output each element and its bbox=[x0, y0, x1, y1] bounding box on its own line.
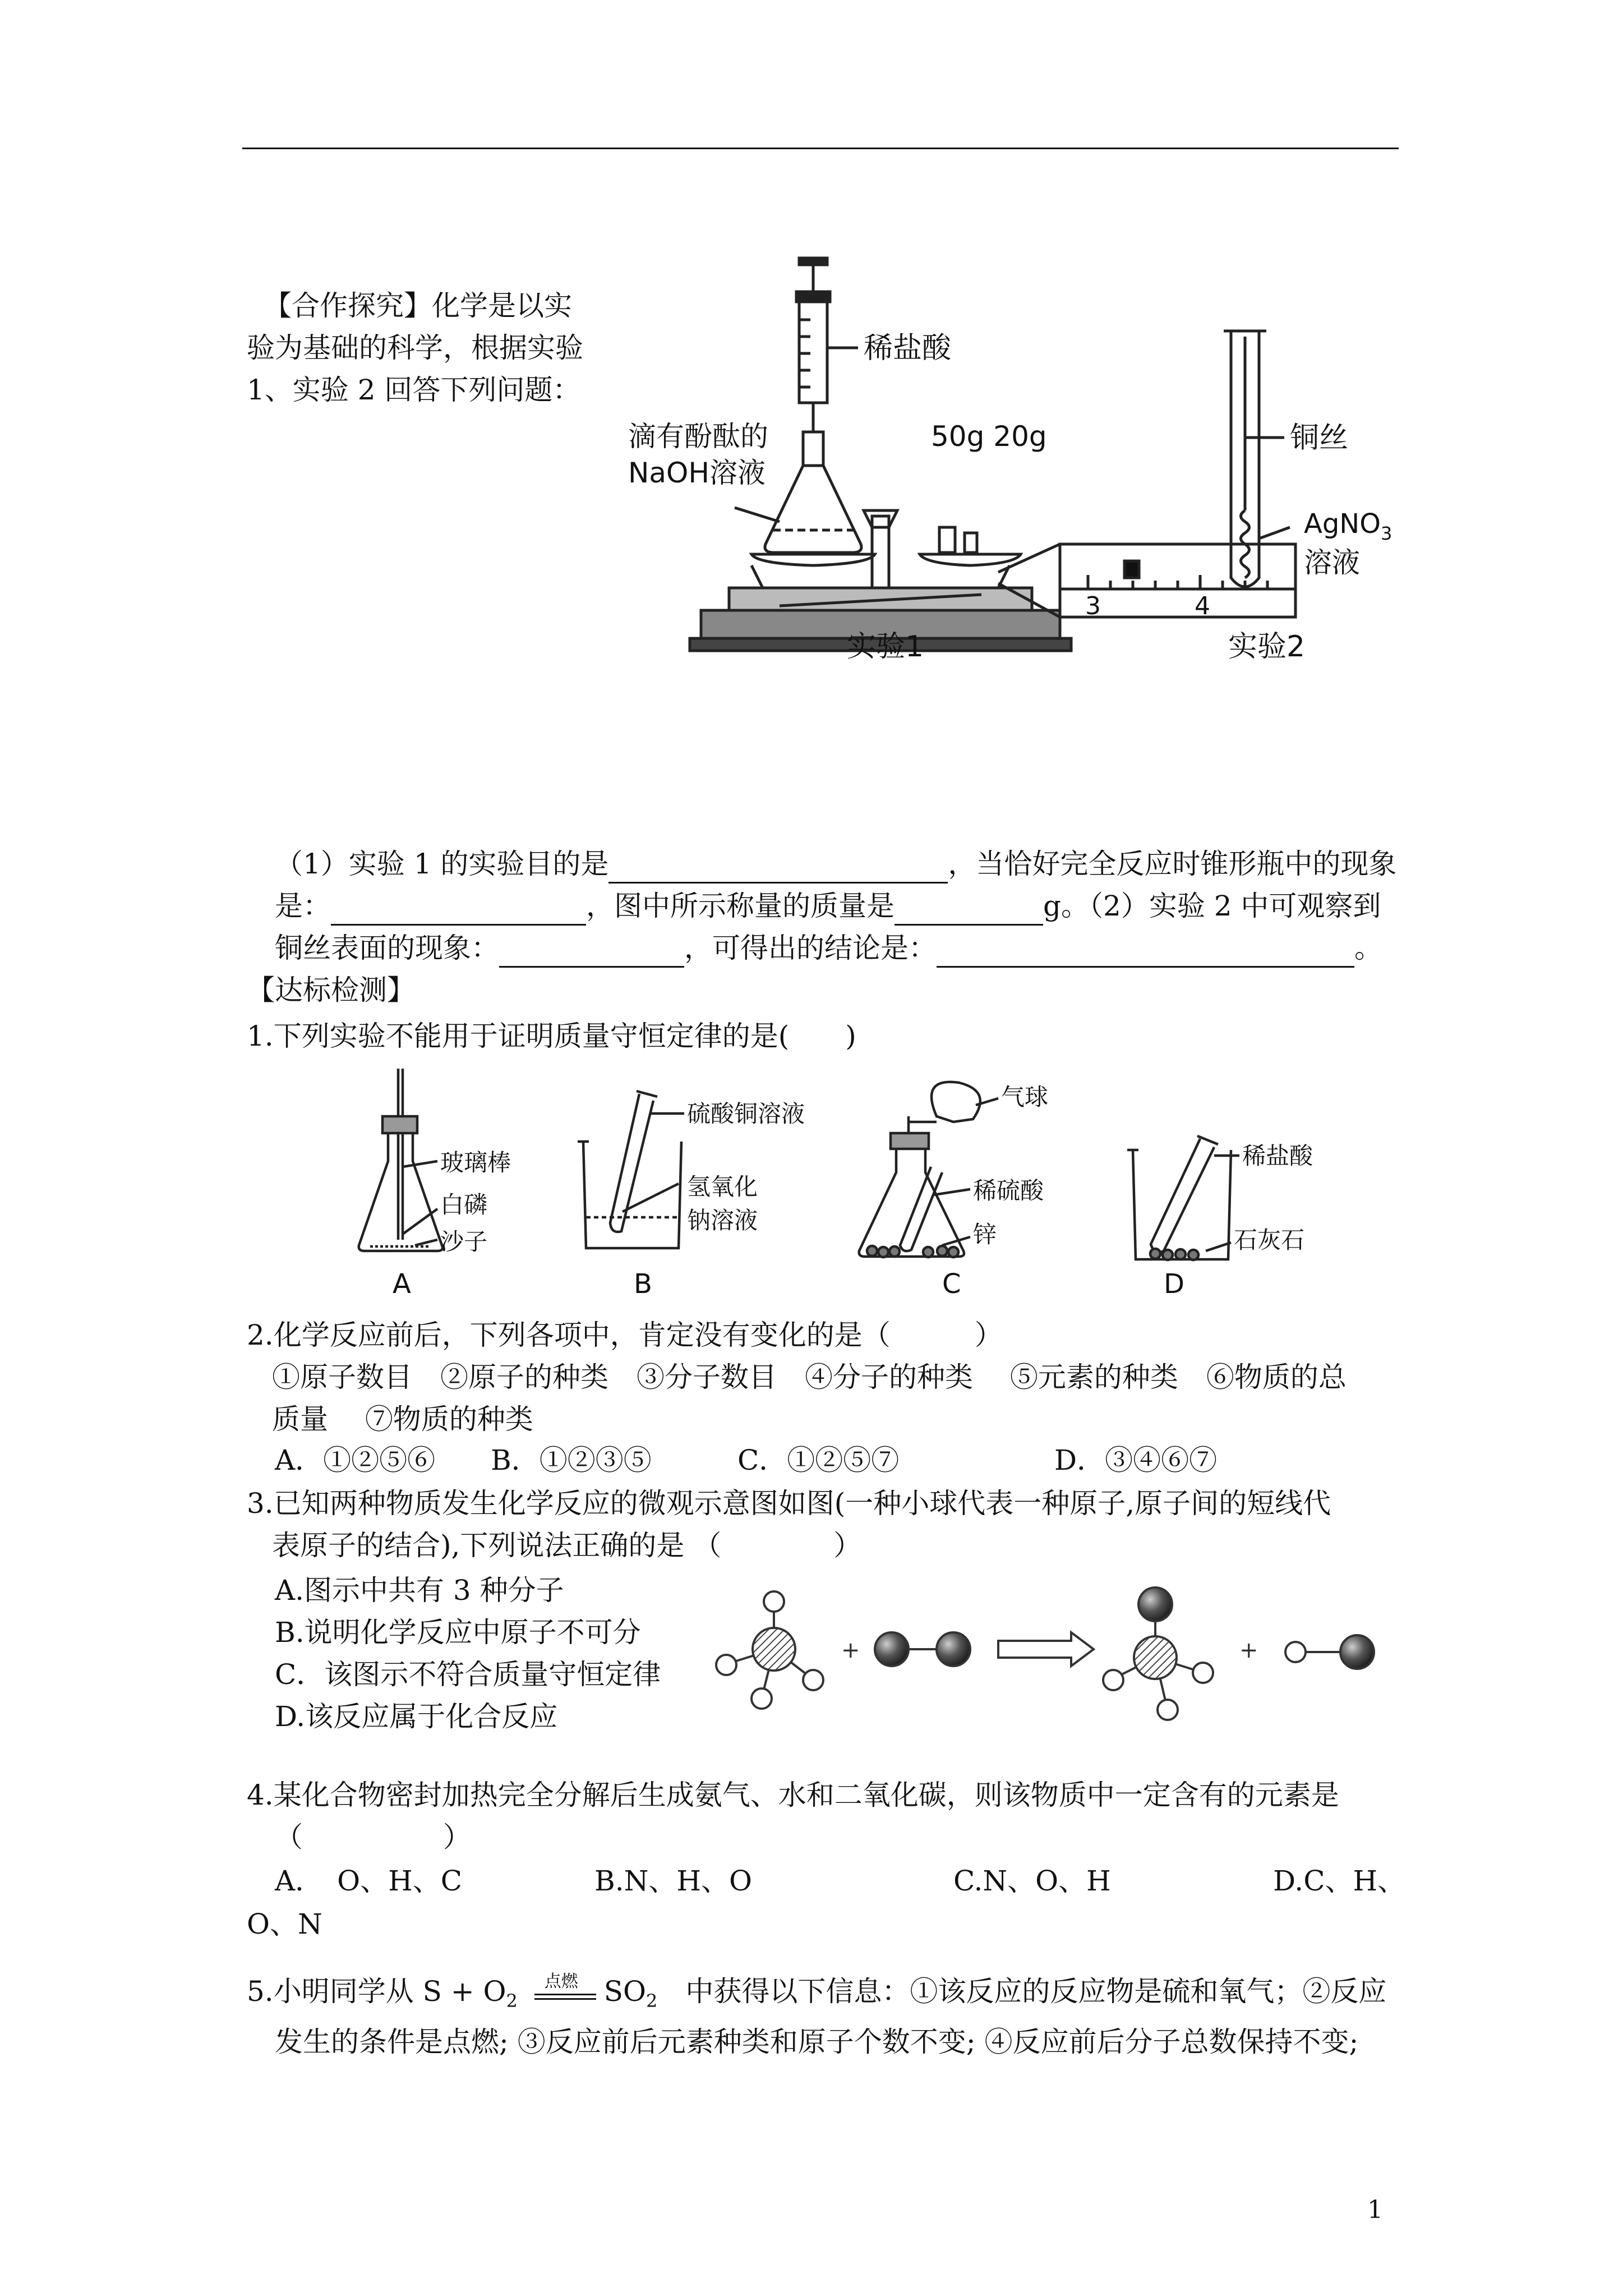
coop-q-line-3: 铜丝表面的现象： ，可得出的结论是： 。 bbox=[275, 928, 1382, 968]
agno3-label-2: 溶液 bbox=[1304, 546, 1360, 579]
q1-b-cuso4: 硫酸铜溶液 bbox=[687, 1100, 805, 1128]
q1-d-acid: 稀盐酸 bbox=[1242, 1142, 1313, 1170]
q2-items-line-1: ①原子数目 ②原子的种类 ③分子数目 ④分子的种类 ⑤元素的种类 ⑥物质的总 bbox=[272, 1361, 1347, 1393]
q2-stem: 2.化学反应前后，下列各项中，肯定没有变化的是（ ） bbox=[247, 1319, 1003, 1351]
q1-a-phosphorus: 白磷 bbox=[440, 1191, 488, 1218]
answer-blank-conclusion[interactable] bbox=[937, 937, 1354, 968]
q2-option-a[interactable]: A．①②⑤⑥ bbox=[275, 1444, 436, 1476]
reaction-condition: 点燃 bbox=[534, 1977, 596, 2010]
q5-line-1: 5.小明同学从 $S + O_2$ 点燃 $SO_2$ 中获得以下信息：①该反应的反应物是硫和氧气；②反应 bbox=[247, 1972, 1387, 2012]
scale-tick-4: 4 bbox=[1195, 592, 1210, 620]
coop-line-1: 【合作探究】化学是以实 bbox=[264, 289, 572, 322]
q4-stem-line-2: （ ） bbox=[275, 1821, 471, 1853]
q4-option-a[interactable]: A． O、H、C bbox=[275, 1865, 462, 1897]
q3-option-d[interactable]: D.该反应属于化合反应 bbox=[275, 1700, 558, 1733]
coop-q-line-2: 是： ，图中所示称量的质量是 g。（2）实验 2 中可观察到 bbox=[275, 886, 1381, 926]
q1-a-sand: 沙子 bbox=[440, 1228, 488, 1255]
q3-plus-1: + bbox=[841, 1637, 860, 1663]
answer-blank-copper[interactable] bbox=[499, 937, 684, 968]
q4-option-c[interactable]: C.N、O、H bbox=[953, 1865, 1111, 1897]
q4-option-d[interactable]: D.C、H、 bbox=[1273, 1865, 1406, 1897]
q1-d-limestone: 石灰石 bbox=[1234, 1226, 1305, 1254]
q2-option-b[interactable]: B．①②③⑤ bbox=[491, 1444, 652, 1476]
q1-label-d: D bbox=[1164, 1268, 1184, 1300]
agno3-label: AgNO$_3$ bbox=[1304, 508, 1393, 544]
solution-label-2: NaOH溶液 bbox=[628, 457, 766, 489]
q2-option-c[interactable]: C．①②⑤⑦ bbox=[737, 1444, 900, 1476]
answer-blank-phenomenon[interactable] bbox=[331, 895, 586, 926]
solution-label-1: 滴有酚酞的 bbox=[628, 420, 768, 453]
experiment-2-caption: 实验2 bbox=[1228, 630, 1306, 664]
q3-reaction-diagram bbox=[712, 1582, 1385, 1761]
header-rule bbox=[242, 148, 1399, 149]
q1-c-acid: 稀硫酸 bbox=[973, 1177, 1044, 1204]
page-number: 1 bbox=[1367, 2196, 1383, 2224]
q1-label-b: B bbox=[634, 1268, 652, 1300]
q5-line-2: 发生的条件是点燃; ③反应前后元素种类和原子个数不变; ④反应前后分子总数保持不变; bbox=[275, 2026, 1359, 2058]
q1-figures bbox=[348, 1066, 1357, 1318]
acid-label: 稀盐酸 bbox=[864, 332, 952, 365]
answer-blank-mass[interactable] bbox=[895, 895, 1043, 926]
q2-items-line-2: 质量 ⑦物质的种类 bbox=[272, 1403, 533, 1435]
experiment-figure bbox=[594, 247, 1413, 668]
answer-blank-purpose[interactable] bbox=[608, 853, 948, 884]
check-section-title: 【达标检测】 bbox=[247, 974, 415, 1006]
coop-q-line-1: （1）实验 1 的实验目的是 ，当恰好完全反应时锥形瓶中的现象 bbox=[275, 844, 1396, 884]
q3-option-a[interactable]: A.图示中共有 3 种分子 bbox=[275, 1574, 564, 1607]
experiment-1-caption: 实验1 bbox=[847, 630, 924, 664]
q4-option-b[interactable]: B.N、H、O bbox=[594, 1865, 752, 1897]
q2-option-d[interactable]: D．③④⑥⑦ bbox=[1054, 1444, 1218, 1476]
q1-label-c: C bbox=[942, 1268, 961, 1300]
q4-stem-line-1: 4.某化合物密封加热完全分解后生成氨气、水和二氧化碳，则该物质中一定含有的元素是 bbox=[247, 1779, 1339, 1811]
wire-label: 铜丝 bbox=[1290, 421, 1349, 455]
q1-c-balloon: 气球 bbox=[1001, 1083, 1049, 1111]
scale-tick-3: 3 bbox=[1085, 592, 1101, 620]
q4-option-d-continued: O、N bbox=[247, 1908, 322, 1940]
q3-plus-2: + bbox=[1239, 1637, 1258, 1663]
q1-label-a: A bbox=[393, 1268, 411, 1300]
weights-label: 50g 20g bbox=[931, 420, 1047, 453]
q3-option-b[interactable]: B.说明化学反应中原子不可分 bbox=[275, 1616, 641, 1649]
q1-a-glass-rod: 玻璃棒 bbox=[440, 1149, 511, 1176]
q3-stem-line-2: 表原子的结合),下列说法正确的是 （ ） bbox=[272, 1529, 862, 1562]
coop-line-2: 验为基础的科学，根据实验 bbox=[247, 332, 583, 364]
q3-stem-line-1: 3.已知两种物质发生化学反应的微观示意图如图(一种小球代表一种原子,原子间的短线代 bbox=[247, 1487, 1331, 1520]
q3-option-c[interactable]: C．该图示不符合质量守恒定律 bbox=[275, 1658, 661, 1691]
coop-line-3: 1、实验 2 回答下列问题： bbox=[247, 374, 581, 406]
q1-b-naoh-1: 氢氧化 bbox=[687, 1173, 758, 1200]
q1-stem: 1.下列实验不能用于证明质量守恒定律的是( ) bbox=[247, 1020, 856, 1052]
q1-b-naoh-2: 钠溶液 bbox=[687, 1207, 758, 1234]
q1-c-zinc: 锌 bbox=[973, 1221, 997, 1248]
